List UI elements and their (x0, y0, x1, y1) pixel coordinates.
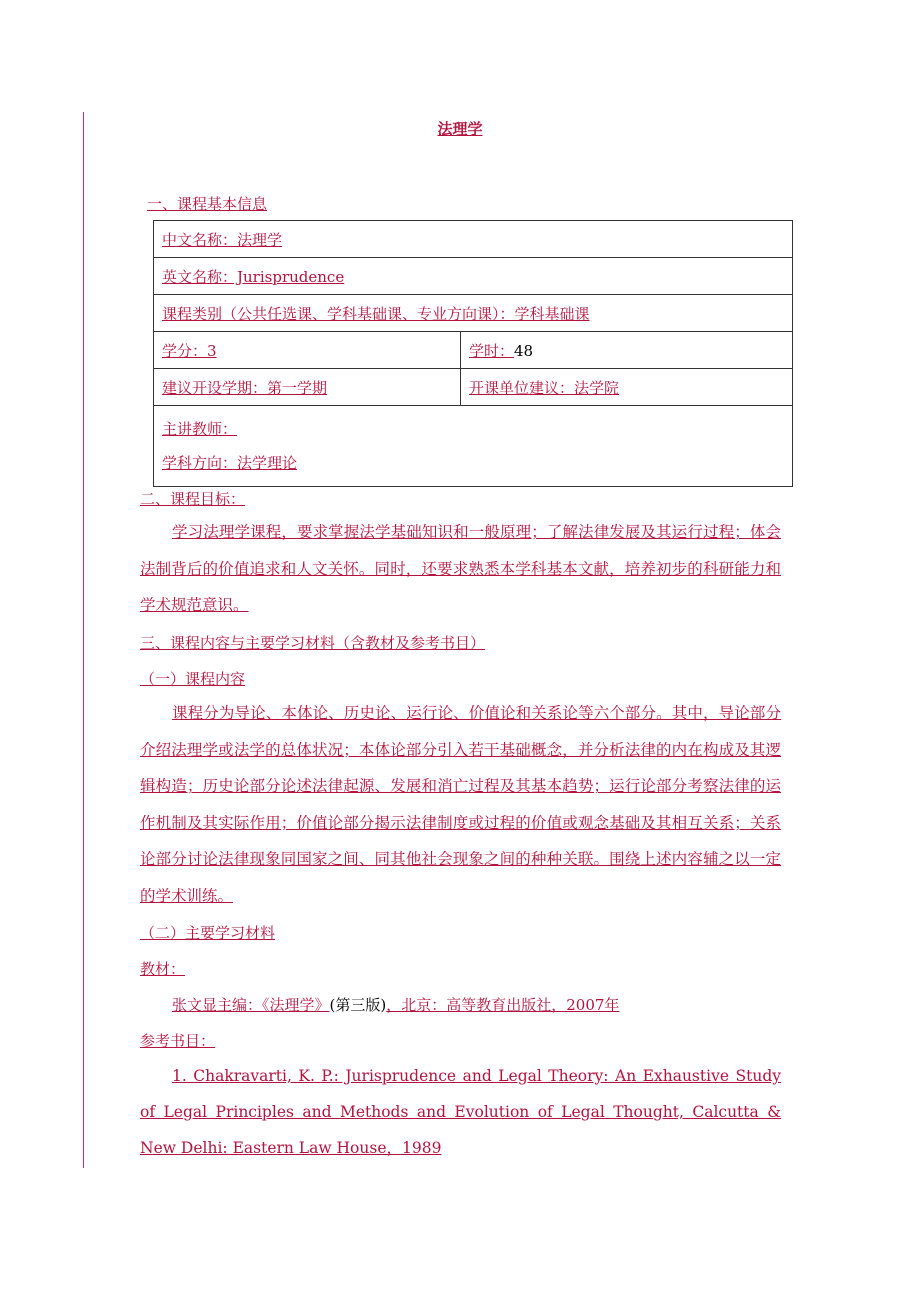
page-title: 法理学 (437, 120, 483, 138)
cell-hours: 学时：48 (461, 332, 793, 369)
discipline-label: 学科方向：法学理论 (162, 454, 298, 472)
table-row (154, 221, 793, 258)
course-goal-paragraph: 学习法理学课程，要求掌握法学基础知识和一般原理；了解法律发展及其运行过程；体会法制背后的价值追求和人文关怀。同时，还要求熟悉本学科基本文献，培养初步的科研能力和学术规范意识。 (140, 523, 781, 614)
table-row (154, 369, 793, 406)
section3-heading: 三、课程内容与主要学习材料（含教材及参考书目） (140, 634, 486, 652)
section2-heading: 二、课程目标： (140, 490, 246, 508)
cell-semester: 建议开设学期：第一学期 (154, 369, 461, 406)
textbook-label: 教材： (140, 960, 186, 978)
cell-en-name: 英文名称：Jurisprudence (154, 258, 793, 295)
table-row (154, 332, 793, 369)
cell-credits: 学分：3 (154, 332, 461, 369)
section1-heading: 一、课程基本信息 (147, 195, 268, 213)
reference-item-1: 1. Chakravarti, K. P.: Jurisprudence and Legal Theory: An Exhaustive Study of Legal Principles and Methods and Evolution of Legal Thought, Calcutta & New Delhi: Eastern Law House，1989 (140, 1067, 781, 1157)
course-info-table (153, 220, 793, 487)
cell-category: 课程类别（公共任选课、学科基础课、专业方向课）：学科基础课 (154, 295, 793, 332)
cell-teacher-discipline (154, 406, 793, 487)
cell-unit: 开课单位建议：法学院 (461, 369, 793, 406)
teacher-label: 主讲教师： (162, 420, 238, 438)
course-content-paragraph: 课程分为导论、本体论、历史论、运行论、价值论和关系论等六个部分。其中，导论部分介绍法理学或法学的总体状况；本体论部分引入若干基础概念，并分析法律的内在构成及其逻辑构造；历史论部分论述法律起源、发展和消亡过程及其基本趋势；运行论部分考察法律的运作机制及其实际作用；价值论部分揭示法律制度或过程的价值或观念基础及其相互关系；关系论部分讨论法律现象同国家之间、同其他社会现象之间的种种关联。围绕上述内容辅之以一定的学术训练。 (140, 704, 781, 905)
table-row (154, 258, 793, 295)
table-row (154, 406, 793, 487)
cell-cn-name: 中文名称：法理学 (154, 221, 793, 258)
materials-subheading: （二）主要学习材料 (140, 924, 276, 942)
textbook-entry: 张文显主编：《法理学》(第三版)，北京：高等教育出版社，2007年 (172, 996, 620, 1014)
content-subheading: （一）课程内容 (140, 670, 246, 688)
table-row (154, 295, 793, 332)
references-label: 参考书目： (140, 1032, 216, 1050)
revision-margin-line (83, 112, 84, 1168)
